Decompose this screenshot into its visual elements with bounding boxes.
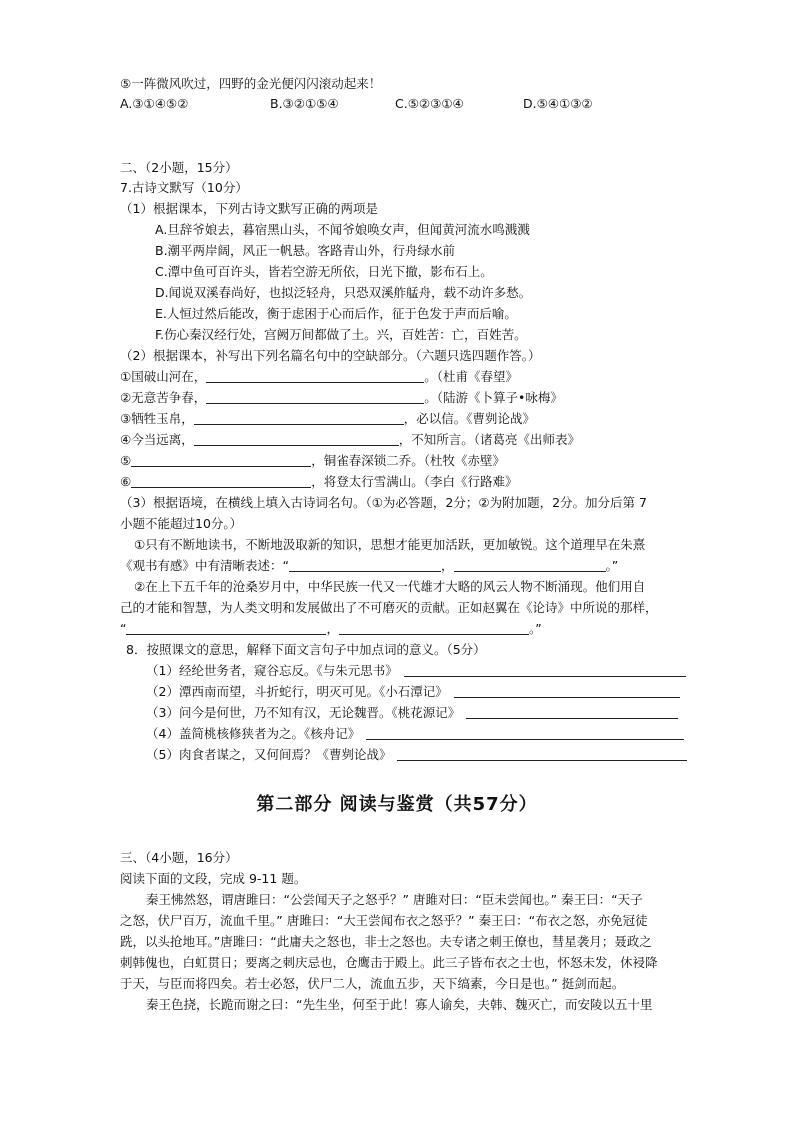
answer-blank[interactable] xyxy=(454,557,606,572)
answer-blank[interactable] xyxy=(194,431,399,446)
answer-blank[interactable] xyxy=(206,368,424,383)
q7-p3-intro-line2: 小题不能超过10分。） xyxy=(120,516,243,531)
q7-p2-item-4: ④今当远离， ，不知所言。（诸葛亮《出师表》 xyxy=(120,432,580,447)
passage-line-5: 于天，与臣而将四矣。若士必怒，伏尸二人，流血五步，天下缟素，今日是也。” 挺剑而起。 xyxy=(120,976,625,991)
q7-p1-option-a: A.旦辞爷娘去，暮宿黑山头，不闻爷娘唤女声，但闻黄河流水鸣溅溅 xyxy=(155,222,530,237)
passage-line-2: 之怒，伏尸百万，流血千里。” 唐雎曰：“大王尝闻布衣之怒乎？” 秦王曰：“布衣之怒，亦免冠徒 xyxy=(120,913,648,928)
answer-blank[interactable] xyxy=(466,704,678,719)
answer-blank[interactable] xyxy=(404,662,686,677)
q6-option-c: C.⑤②③①④ xyxy=(395,96,464,111)
q7-p3-context2-line3: “ ， 。” xyxy=(120,621,542,636)
q7-p3-context2-line1: ②在上下五千年的沧桑岁月中，中华民族一代又一代雄才大略的风云人物不断涌现。他们用自 xyxy=(134,579,646,594)
section3-instruction: 阅读下面的文段，完成 9-11 题。 xyxy=(120,871,307,886)
q6-option-b: B.③②①⑤④ xyxy=(270,96,339,111)
q7-p1-option-d: D.闻说双溪春尚好，也拟泛轻舟，只恐双溪舴艋舟，载不动许多愁。 xyxy=(155,285,532,300)
q7-p2-item-1: ①国破山河在， 。（杜甫《春望》 xyxy=(120,369,518,384)
q7-p3-intro-line1: （3）根据语境，在横线上填入古诗词名句。（①为必答题，2分；②为附加题，2分。加分后第 7 xyxy=(120,495,647,510)
passage-line-6: 秦王色挠，长跪而谢之曰：“先生坐，何至于此！寡人谕矣，夫韩、魏灭亡，而安陵以五十里 xyxy=(146,997,653,1012)
section2-header: 二、（2小题，15分） xyxy=(120,160,238,175)
q8-title: 8．按照课文的意思，解释下面文言句子中加点词的意义。（5分） xyxy=(126,642,486,657)
q7-p2-item-6: ⑥ ，将登太行雪满山。（李白《行路难》 xyxy=(120,474,518,489)
q7-p1-option-b: B.潮平两岸阔，风正一帆悬。客路青山外，行舟绿水前 xyxy=(155,243,456,258)
answer-blank[interactable] xyxy=(289,557,441,572)
q6-option-a: A.③①④⑤② xyxy=(120,96,189,111)
q7-p2-item-3: ③牺牲玉帛， ，必以信。《曹刿论战》 xyxy=(120,411,535,426)
q7-p3-context1-line2: 《观书有感》中有清晰表述：“ ， 。” xyxy=(120,558,619,573)
answer-blank[interactable] xyxy=(131,473,311,488)
q6-option-d: D.⑤④①③② xyxy=(523,96,593,111)
q7-p2-intro: （2）根据课本，补写出下列名篇名句中的空缺部分。（六题只选四题作答。） xyxy=(120,348,541,363)
answer-blank[interactable] xyxy=(366,725,684,740)
q7-p3-context2-line2: 己的才能和智慧，为人类文明和发展做出了不可磨灭的贡献。正如赵翼在《论诗》中所说的那样， xyxy=(120,600,658,615)
answer-blank[interactable] xyxy=(131,452,311,467)
answer-blank[interactable] xyxy=(194,410,404,425)
q6-item-5: ⑤一阵微风吹过，四野的金光便闪闪滚动起来！ xyxy=(120,76,382,91)
q7-p1-intro: （1）根据课本，下列古诗文默写正确的两项是 xyxy=(120,201,378,216)
part2-title: 第二部分 阅读与鉴赏（共57分） xyxy=(256,794,538,815)
q7-title: 7.古诗文默写（10分） xyxy=(120,180,248,195)
q7-p1-option-f: F.伤心秦汉经行处，宫阙万间都做了土。兴，百姓苦：亡，百姓苦。 xyxy=(155,327,527,342)
q8-item-4: （4）盖简桃核修狭者为之。《核舟记》 xyxy=(146,724,684,744)
answer-blank[interactable] xyxy=(126,620,326,635)
answer-blank[interactable] xyxy=(454,683,680,698)
q7-p2-item-2: ②无意苦争春， 。（陆游《卜算子•咏梅》 xyxy=(120,390,563,405)
section3-header: 三、（4小题，16分） xyxy=(120,850,238,865)
q8-item-2: （2）潭西南而望，斗折蛇行，明灭可见。《小石潭记》 xyxy=(146,682,680,702)
answer-blank[interactable] xyxy=(206,389,424,404)
q8-item-3: （3）问今是何世，乃不知有汉，无论魏晋。《桃花源记》 xyxy=(146,703,678,723)
q7-p3-context1-line1: ①只有不断地读书，不断地汲取新的知识，思想才能更加活跃，更加敏锐。这个道理早在朱熹 xyxy=(134,537,646,552)
answer-blank[interactable] xyxy=(397,746,687,761)
q7-p1-option-e: E.人恒过然后能改，衡于虑困于心而后作，征于色发于声而后喻。 xyxy=(155,306,517,321)
q7-p2-item-5: ⑤ ，铜雀春深锁二乔。（杜牧《赤壁》 xyxy=(120,453,505,468)
passage-line-3: 跣，以头抢地耳。”唐雎曰：“此庸夫之怒也，非士之怒也。夫专诸之刺王僚也，彗星袭月；聂政之 xyxy=(120,934,652,949)
q8-item-5: （5）肉食者谋之，又何间焉？《曹刿论战》 xyxy=(146,745,687,765)
q8-item-1: （1）经纶世务者，窥谷忘反。《与朱元思书》 xyxy=(146,661,686,681)
answer-blank[interactable] xyxy=(339,620,529,635)
passage-line-4: 刺韩傀也，白虹贯日；要离之刺庆忌也，仓鹰击于殿上。此三子皆布衣之士也，怀怒未发，休祲降 xyxy=(120,955,658,970)
q7-p1-option-c: C.潭中鱼可百许头，皆若空游无所依，日光下撤，影布石上。 xyxy=(155,264,493,279)
passage-line-1: 秦王怫然怒，谓唐雎曰：“公尝闻天子之怒乎？” 唐雎对曰：“臣未尝闻也。” 秦王曰：“天子 xyxy=(146,892,643,907)
